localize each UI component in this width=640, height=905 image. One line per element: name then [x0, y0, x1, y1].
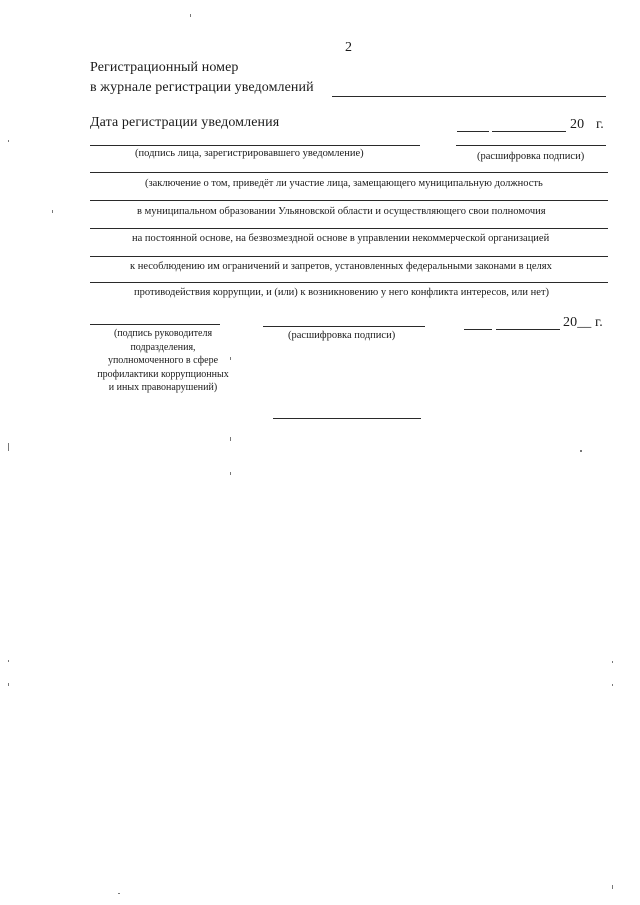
registration-date-label: Дата регистрации уведомления	[90, 115, 280, 130]
head-date-year: 20__	[563, 315, 592, 330]
scan-speck	[8, 140, 9, 142]
conclusion-line-1	[90, 172, 608, 173]
head-caption-line-2: подразделения,	[130, 341, 196, 353]
head-signature-caption	[78, 327, 248, 395]
scan-speck	[612, 885, 613, 889]
scan-speck	[8, 660, 9, 662]
head-signature-line	[90, 324, 220, 325]
head-date-month-line	[496, 329, 560, 330]
head-date-year-suffix: г.	[595, 315, 603, 330]
head-caption-line-5: и иных правонарушений)	[108, 382, 218, 393]
head-caption-line-4: профилактики коррупционных	[97, 368, 229, 380]
conclusion-line-4	[90, 256, 608, 257]
scan-speck	[230, 472, 231, 475]
conclusion-text-5: противодействия коррупции, и (или) к возникновению у него конфликта интересов, или нет)	[134, 287, 550, 298]
registration-date-year-suffix: г.	[596, 117, 604, 132]
registration-number-line	[332, 96, 606, 97]
registration-date-day-line	[457, 131, 489, 132]
registration-journal-label: в журнале регистрации уведомлений	[90, 80, 314, 95]
separator-line	[273, 418, 421, 419]
registration-date-year: 20	[570, 117, 585, 132]
scan-speck	[8, 683, 9, 686]
registrar-decoding-line	[456, 145, 606, 146]
conclusion-line-2	[90, 200, 608, 201]
registrar-signature-line	[90, 145, 420, 146]
head-date-day-line	[464, 329, 492, 330]
page-number: 2	[345, 40, 353, 55]
head-decoding-line	[263, 326, 425, 327]
scan-speck	[118, 893, 120, 894]
scan-speck	[230, 437, 231, 441]
scan-speck	[612, 661, 613, 663]
conclusion-text-3: на постоянной основе, на безвозмездной основе в управлении некоммерческой организацией	[132, 233, 550, 244]
scan-speck	[230, 357, 231, 360]
scan-speck	[612, 684, 613, 686]
conclusion-text-1: (заключение о том, приведёт ли участие лица, замещающего муниципальную должность	[145, 178, 543, 189]
registrar-decoding-caption: (расшифровка подписи)	[477, 151, 585, 162]
scan-speck	[580, 450, 582, 452]
head-caption-line-3: уполномоченного в сфере	[107, 355, 219, 366]
scan-speck	[52, 210, 53, 213]
head-decoding-caption: (расшифровка подписи)	[288, 330, 396, 341]
registration-number-label: Регистрационный номер	[90, 60, 239, 75]
head-caption-line-1: (подпись руководителя	[113, 328, 213, 339]
conclusion-text-2: в муниципальном образовании Ульяновской области и осуществляющего свои полномочия	[137, 206, 546, 217]
conclusion-text-4: к несоблюдению им ограничений и запретов, установленных федеральными законами в целях	[130, 261, 552, 272]
registration-date-month-line	[492, 131, 566, 132]
scan-speck	[190, 14, 191, 17]
conclusion-line-3	[90, 228, 608, 229]
scan-speck	[8, 443, 9, 451]
registrar-signature-caption: (подпись лица, зарегистрировавшего уведомление)	[135, 148, 364, 159]
conclusion-line-5	[90, 282, 608, 283]
